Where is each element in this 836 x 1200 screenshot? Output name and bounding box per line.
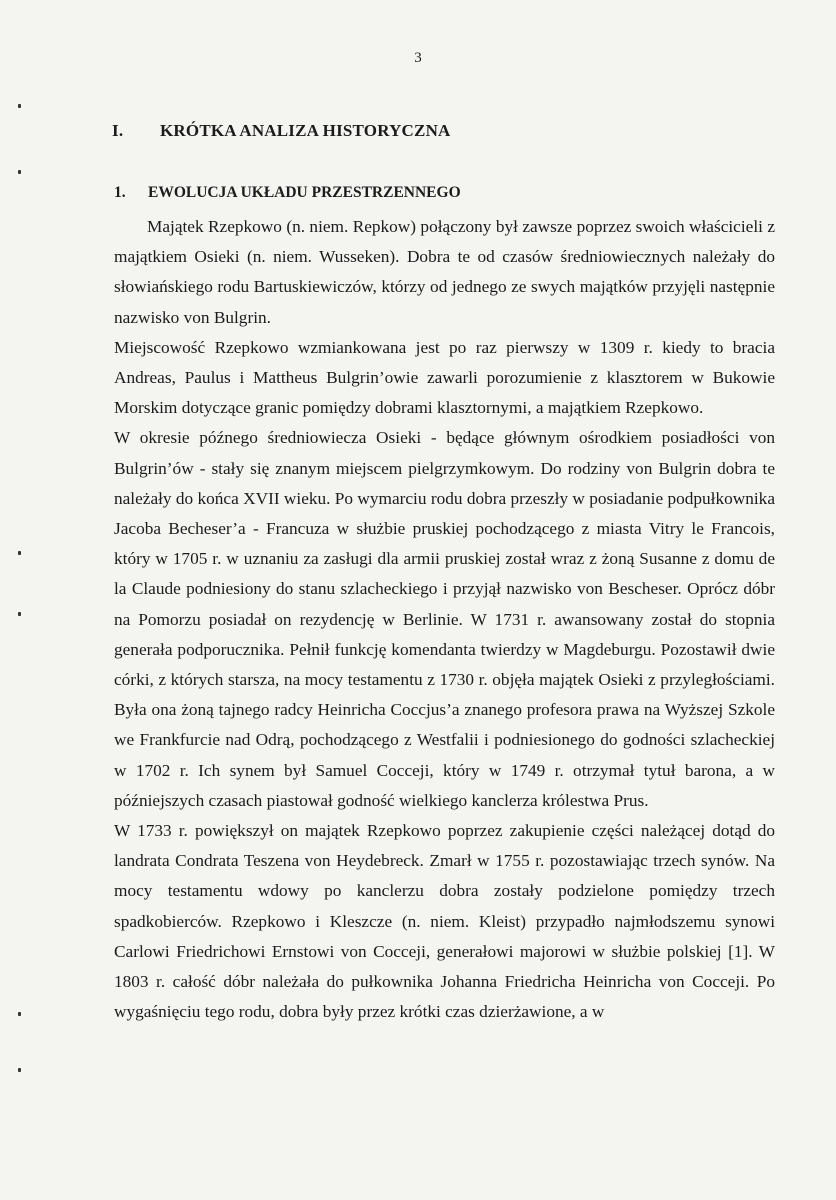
paragraph: Majątek Rzepkowo (n. niem. Repkow) połączony był zawsze poprzez swoich właścicieli z majątkiem Osieki (n. niem. Wusseken). Dobra te od czasów średniowiecznych należały do słowiańskiego rodu Bartuskiewiczów, którzy od jednego ze swych majątków przyjęli następnie nazwisko von Bulgrin. [114, 217, 775, 327]
margin-mark [18, 551, 21, 555]
margin-mark [18, 104, 21, 108]
margin-mark [18, 170, 21, 174]
margin-mark [18, 1068, 21, 1072]
page-number: 3 [414, 50, 422, 66]
margin-mark [18, 1012, 21, 1016]
paragraph: W okresie późnego średniowiecza Osieki - będące głównym ośrodkiem posiadłości von Bulgrin’ów - stały się znanym miejscem pielgrzymkowym. Do rodziny von Bulgrin dobra te należały do końca XVII wieku. Po wymarciu rodu dobra przeszły w posiadanie podpułkownika Jacoba Becheser’a - Francuza w służbie pruskiej pochodzącego z miasta Vitry le Francois, który w 1705 r. w uznaniu za zasługi dla armii pruskiej został wraz z żoną Susanne z domu de la Claude podniesiony do stanu szlacheckiego i przyjął nazwisko von Bescheser. Oprócz dóbr na Pomorzu posiadał on rezydencję w Berlinie. W 1731 r. awansowany został do stopnia generała podporucznika. Pełnił funkcję komendanta twierdzy w Magdeburgu. Pozostawił dwie córki, z których starsza, na mocy testamentu z 1730 r. objęła majątek Osieki z przyległościami. Była ona żoną tajnego radcy Heinricha Coccjus’a znanego profesora prawa na Wyższej Szkole we Frankfurcie nad Odrą, pochodzącego z Westfalii i podniesionego do godności szlacheckiej w 1702 r. Ich synem był Samuel Cocceji, który w 1749 r. otrzymał tytuł barona, a w późniejszych czasach piastował godność wielkiego kanclerza królestwa Prus. [114, 428, 775, 810]
paragraph: Miejscowość Rzepkowo wzmiankowana jest po raz pierwszy w 1309 r. kiedy to bracia Andreas, Paulus i Mattheus Bulgrin’owie zawarli porozumienie z klasztorem w Bukowie Morskim dotyczące granic pomiędzy dobrami klasztornymi, a majątkiem Rzepkowo. [114, 337, 775, 418]
paragraph: W 1733 r. powiększył on majątek Rzepkowo poprzez zakupienie części należącej dotąd do landrata Condrata Teszena von Heydebreck. Zmarł w 1755 r. pozostawiając trzech synów. Na mocy testamentu wdowy po kanclerzu dobra zostały podzielone pomiędzy trzech spadkobierców. Rzepkowo i Kleszcze (n. niem. Kleist) przypadło najmłodszemu synowi Carlowi Friedrichowi Ernstowi von Cocceji, generałowi majorowi w służbie polskiej [1]. W 1803 r. całość dóbr należała do pułkownika Johanna Friedricha Heinricha von Cocceji. Po wygaśnięciu tego rodu, dobra były przez krótki czas dzierżawione, a w [114, 821, 775, 1022]
chapter-number: I. [112, 121, 124, 140]
section-number: 1. [114, 184, 126, 201]
section-heading [114, 184, 461, 202]
margin-mark [18, 612, 21, 616]
chapter-title: KRÓTKA ANALIZA HISTORYCZNA [160, 121, 451, 140]
body-text [114, 212, 775, 1027]
chapter-heading [112, 121, 451, 141]
section-title: EWOLUCJA UKŁADU PRZESTRZENNEGO [148, 184, 461, 201]
